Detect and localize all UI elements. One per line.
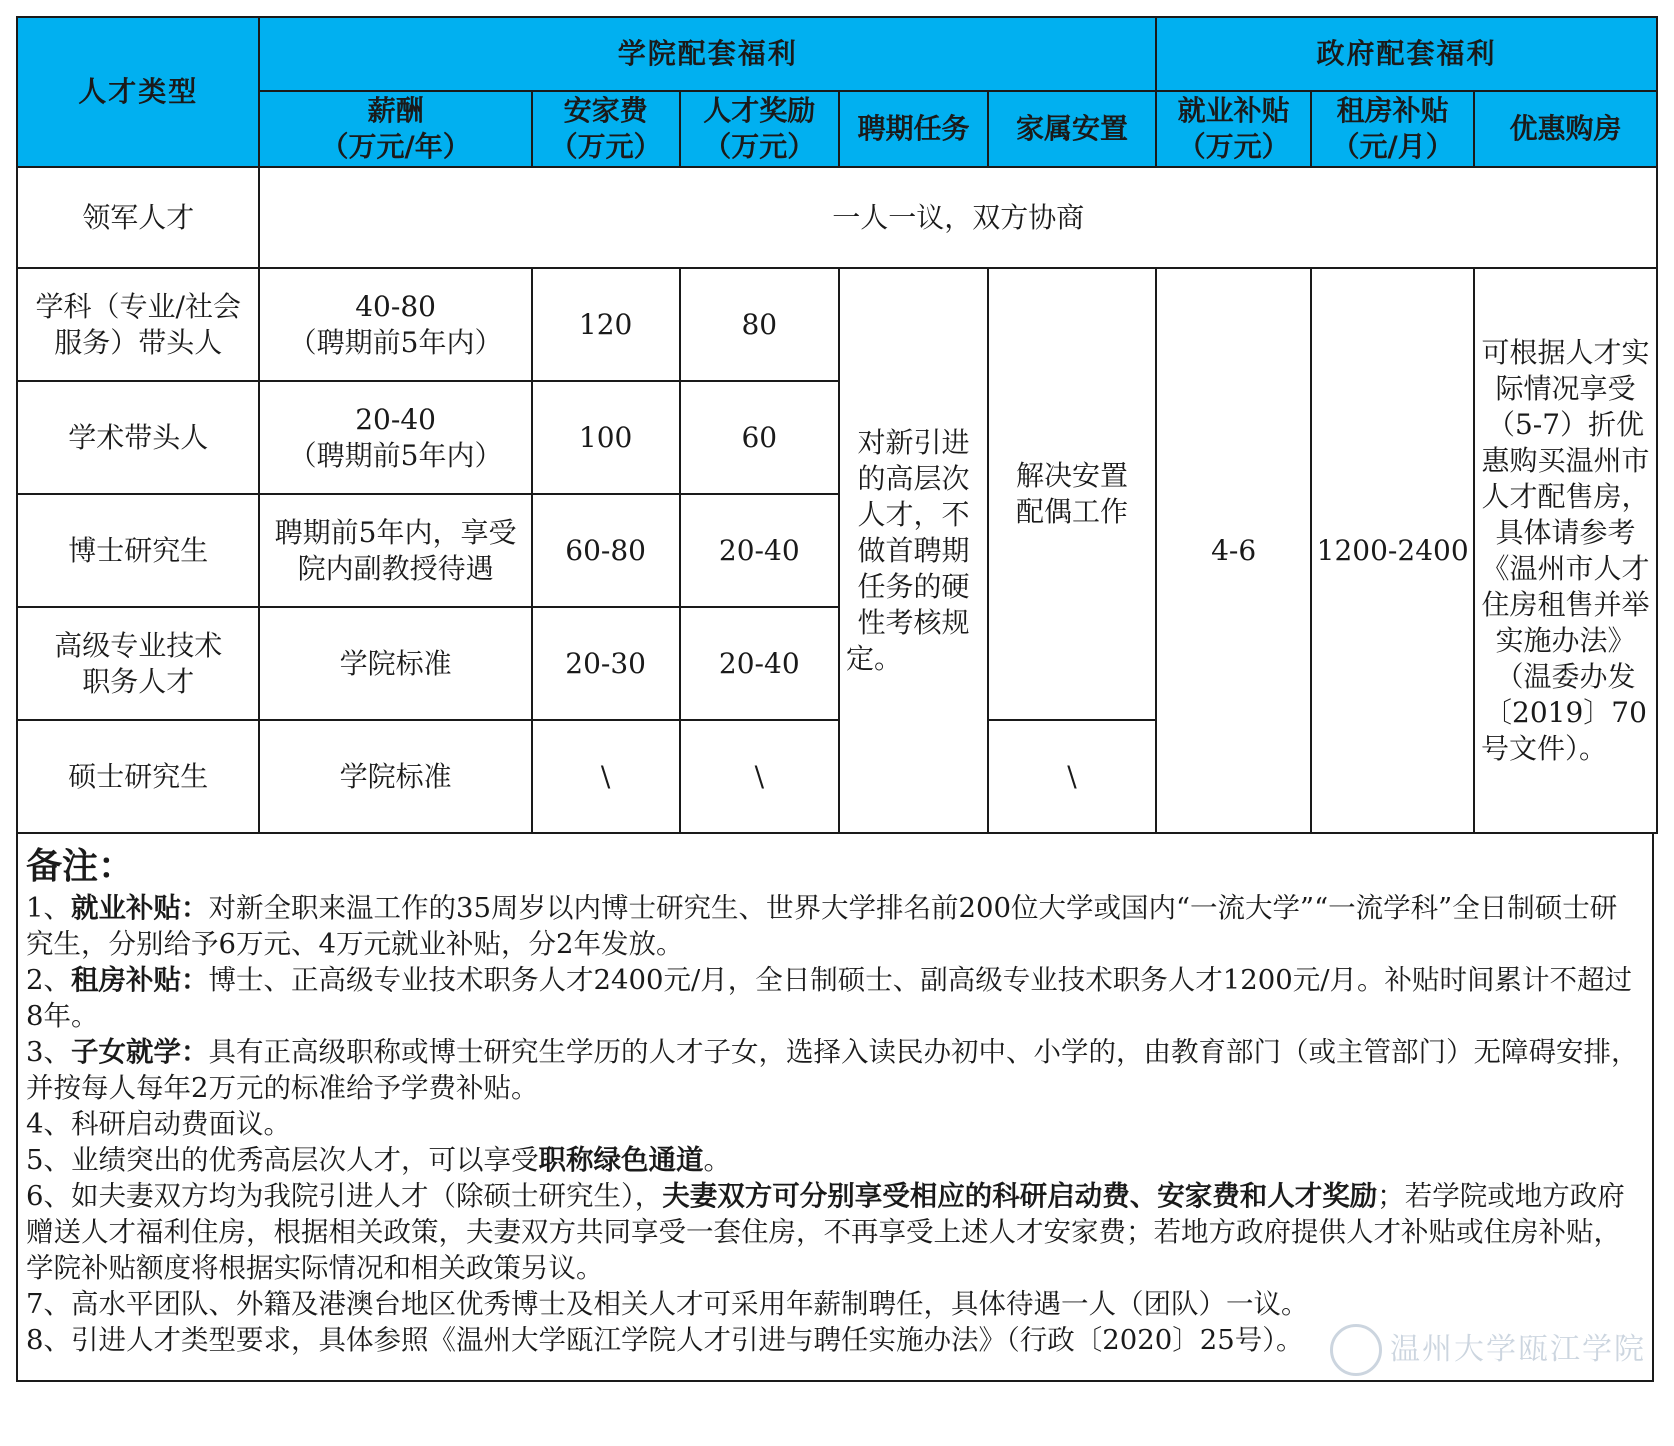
settlement-fee-cell: 60-80: [532, 494, 680, 607]
family-placement-cell: \: [988, 720, 1156, 833]
settlement-fee-cell: \: [532, 720, 680, 833]
talent-type-cell: 博士研究生: [17, 494, 259, 607]
talent-award-cell: 20-40: [680, 607, 840, 720]
benefits-table: [16, 16, 1658, 834]
table-row: [17, 268, 1657, 381]
note-1: 1、就业补贴：对新全职来温工作的35周岁以内博士研究生、世界大学排名前200位大学或国内“一流大学”“一流学科”全日制硕士研究生，分别给予6万元、4万元就业补贴，分2年发放。: [26, 892, 1618, 960]
watermark: [1330, 1324, 1646, 1376]
leader-merged-cell: 一人一议，双方协商: [259, 167, 1657, 268]
talent-award-cell: 60: [680, 381, 840, 494]
employment-subsidy-cell: 4-6: [1156, 268, 1311, 833]
table-row: [17, 167, 1657, 268]
header-term-task: 聘期任务: [839, 91, 988, 167]
header-family-placement: 家属安置: [988, 91, 1156, 167]
family-placement-cell: 解决安置 配偶工作: [988, 268, 1156, 720]
header-talent-type: 人才类型: [17, 17, 259, 167]
header-government-benefits: 政府配套福利: [1156, 17, 1657, 91]
note-7: 7、高水平团队、外籍及港澳台地区优秀博士及相关人才可采用年薪制聘任，具体待遇一人（团队）一议。: [26, 1288, 1309, 1320]
settlement-fee-cell: 100: [532, 381, 680, 494]
salary-cell: 学院标准: [259, 720, 531, 833]
talent-type-cell: 硕士研究生: [17, 720, 259, 833]
talent-type-cell: 学科（专业/社会 服务）带头人: [17, 268, 259, 381]
header-salary: 薪酬 （万元/年）: [259, 91, 531, 167]
talent-type-cell: 领军人才: [17, 167, 259, 268]
header-talent-award: 人才奖励 （万元）: [680, 91, 840, 167]
note-4: 4、科研启动费面议。: [26, 1108, 291, 1140]
talent-type-cell: 学术带头人: [17, 381, 259, 494]
talent-award-cell: 20-40: [680, 494, 840, 607]
salary-cell: 学院标准: [259, 607, 531, 720]
discount-housing-cell: 可根据人才实际情况享受（5-7）折优惠购买温州市人才配售房，具体请参考《温州市人才住房租售并举实施办法》（温委办发〔2019〕70号文件）。: [1474, 268, 1657, 833]
header-rent-subsidy: 租房补贴 （元/月）: [1311, 91, 1474, 167]
note-2: 2、租房补贴：博士、正高级专业技术职务人才2400元/月，全日制硕士、副高级专业技术职务人才1200元/月。补贴时间累计不超过8年。: [26, 964, 1632, 1032]
college-seal-icon: [1330, 1324, 1382, 1376]
talent-award-cell: \: [680, 720, 840, 833]
salary-cell: 20-40 （聘期前5年内）: [259, 381, 531, 494]
settlement-fee-cell: 20-30: [532, 607, 680, 720]
notes-section: [16, 834, 1654, 1382]
rent-subsidy-cell: 1200-2400: [1311, 268, 1474, 833]
talent-type-cell: 高级专业技术 职务人才: [17, 607, 259, 720]
note-5: 5、业绩突出的优秀高层次人才，可以享受职称绿色通道。: [26, 1144, 731, 1176]
header-settlement-fee: 安家费 （万元）: [532, 91, 680, 167]
header-college-benefits: 学院配套福利: [259, 17, 1156, 91]
term-task-cell: 对新引进的高层次人才，不做首聘期任务的硬性考核规定。: [839, 268, 988, 833]
page: [16, 16, 1658, 1382]
salary-cell: 40-80 （聘期前5年内）: [259, 268, 531, 381]
header-discount-housing: 优惠购房: [1474, 91, 1657, 167]
note-8: 8、引进人才类型要求，具体参照《温州大学瓯江学院人才引进与聘任实施办法》（行政〔2020〕25号）。: [26, 1324, 1304, 1356]
settlement-fee-cell: 120: [532, 268, 680, 381]
header-employment-subsidy: 就业补贴 （万元）: [1156, 91, 1311, 167]
note-3: 3、子女就学：具有正高级职称或博士研究生学历的人才子女，选择入读民办初中、小学的，由教育部门（或主管部门）无障碍安排，并按每人每年2万元的标准给予学费补贴。: [26, 1036, 1639, 1104]
watermark-text: 温州大学瓯江学院: [1390, 1332, 1646, 1367]
talent-award-cell: 80: [680, 268, 840, 381]
note-6: 6、如夫妻双方均为我院引进人才（除硕士研究生），夫妻双方可分别享受相应的科研启动费、安家费和人才奖励；若学院或地方政府赠送人才福利住房，根据相关政策，夫妻双方共同享受一套住房，不再享受上述人才安家费；若地方政府提供人才补贴或住房补贴，学院补贴额度将根据实际情况和相关政策另议。: [26, 1180, 1625, 1284]
notes-title: 备注：: [26, 845, 135, 887]
salary-cell: 聘期前5年内，享受 院内副教授待遇: [259, 494, 531, 607]
